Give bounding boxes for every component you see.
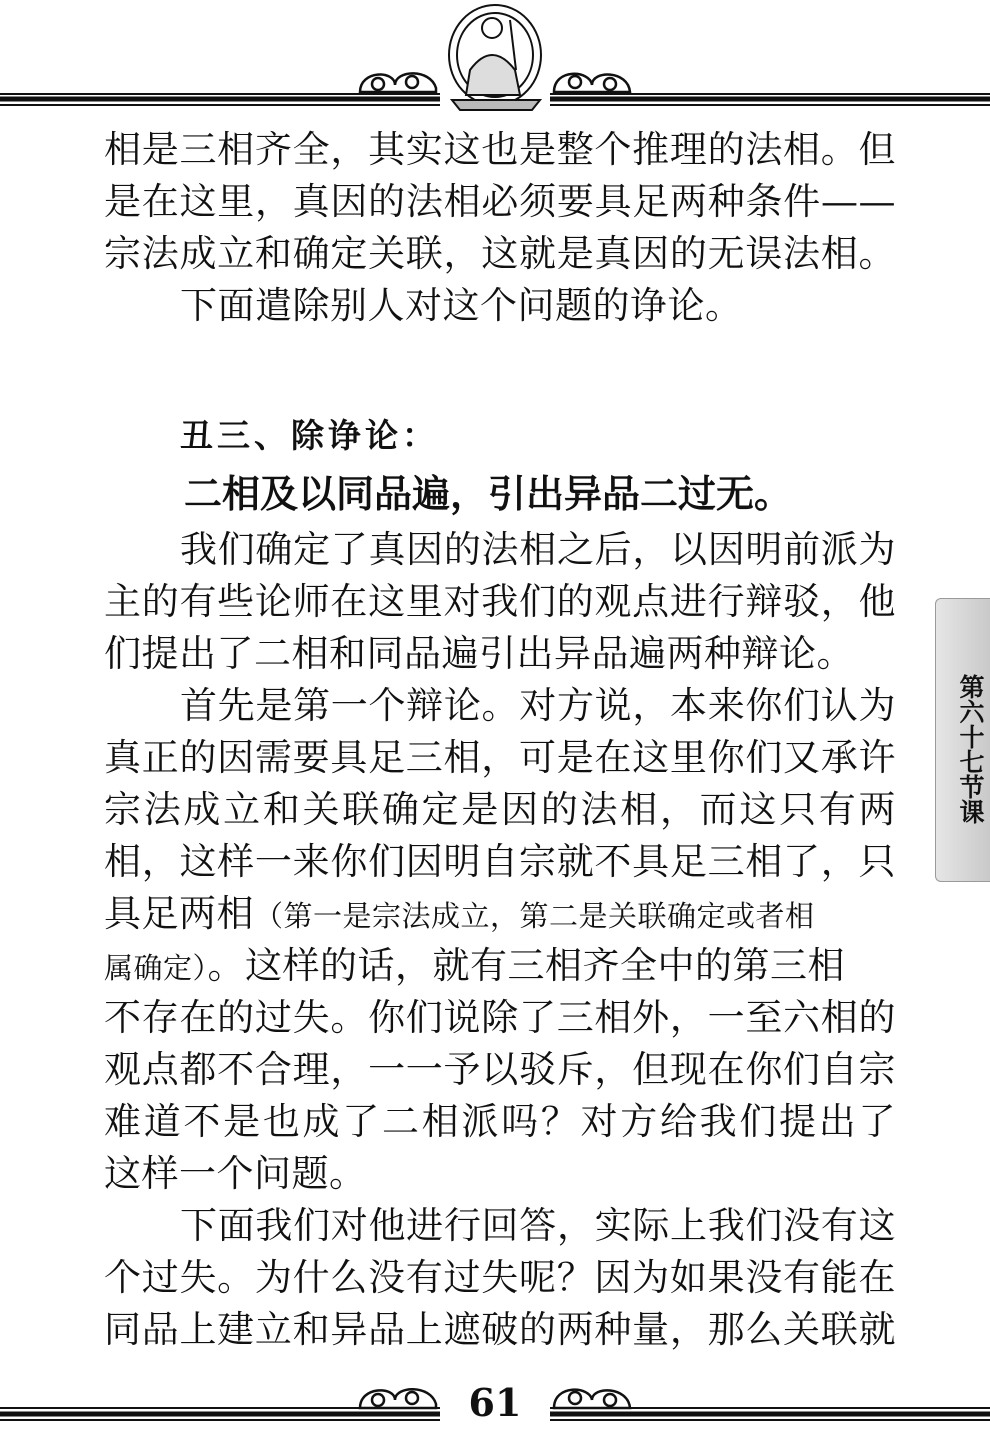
paragraph-line: 是在这里，真因的法相必须要具足两种条件——	[104, 180, 896, 223]
paragraph-line: 宗法成立和确定关联，这就是真因的无误法相。	[104, 232, 896, 275]
paragraph-line: 个过失。为什么没有过失呢？因为如果没有能在	[104, 1256, 896, 1299]
paragraph-line: 难道不是也成了二相派吗？对方给我们提出了	[104, 1100, 896, 1143]
paragraph-line: 同品上建立和异品上遮破的两种量，那么关联就	[104, 1308, 896, 1351]
paragraph-line: 下面遣除别人对这个问题的诤论。	[180, 284, 743, 327]
paragraph-line	[104, 888, 896, 940]
annotation-note: （第一是宗法成立，第二是关联确定或者相	[254, 899, 815, 933]
chapter-tab-label: 第六十七节课	[956, 674, 985, 824]
paragraph-line: 相是三相齐全，其实这也是整个推理的法相。但	[104, 128, 896, 171]
chapter-side-tab	[935, 598, 990, 882]
annotation-note: 属确定）	[104, 951, 208, 985]
section-heading: 丑三、除诤论：	[180, 416, 439, 455]
paragraph-line: 下面我们对他进行回答，实际上我们没有这	[180, 1204, 896, 1247]
paragraph-text: 。这样的话，就有三相齐全中的第三相	[207, 944, 846, 987]
paragraph-line: 这样一个问题。	[104, 1152, 367, 1195]
paragraph-line: 相，这样一来你们因明自宗就不具足三相了，只	[104, 840, 896, 883]
page-header	[0, 0, 990, 115]
paragraph-line: 真正的因需要具足三相，可是在这里你们又承许	[104, 736, 896, 779]
deity-thangka-icon	[449, 5, 541, 110]
paragraph-line	[104, 940, 896, 992]
paragraph-line: 宗法成立和关联确定是因的法相，而这只有两	[104, 788, 896, 831]
section-spacer	[104, 332, 896, 410]
paragraph-line: 首先是第一个辩论。对方说，本来你们认为	[180, 684, 896, 727]
main-text	[104, 124, 896, 1356]
root-verse: 二相及以同品遍，引出异品二过无。	[184, 472, 793, 516]
paragraph-text: 具足两相	[104, 892, 254, 935]
page-number: 61	[468, 1380, 522, 1425]
paragraph-line: 不存在的过失。你们说除了三相外，一至六相的	[104, 996, 896, 1039]
header-ornament	[0, 0, 990, 115]
paragraph-line: 主的有些论师在这里对我们的观点进行辩驳，他	[104, 580, 896, 623]
paragraph-line: 们提出了二相和同品遍引出异品遍两种辩论。	[104, 632, 854, 675]
paragraph-line: 观点都不合理，一一予以驳斥，但现在你们自宗	[104, 1048, 896, 1091]
paragraph-line: 我们确定了真因的法相之后，以因明前派为	[180, 528, 896, 571]
